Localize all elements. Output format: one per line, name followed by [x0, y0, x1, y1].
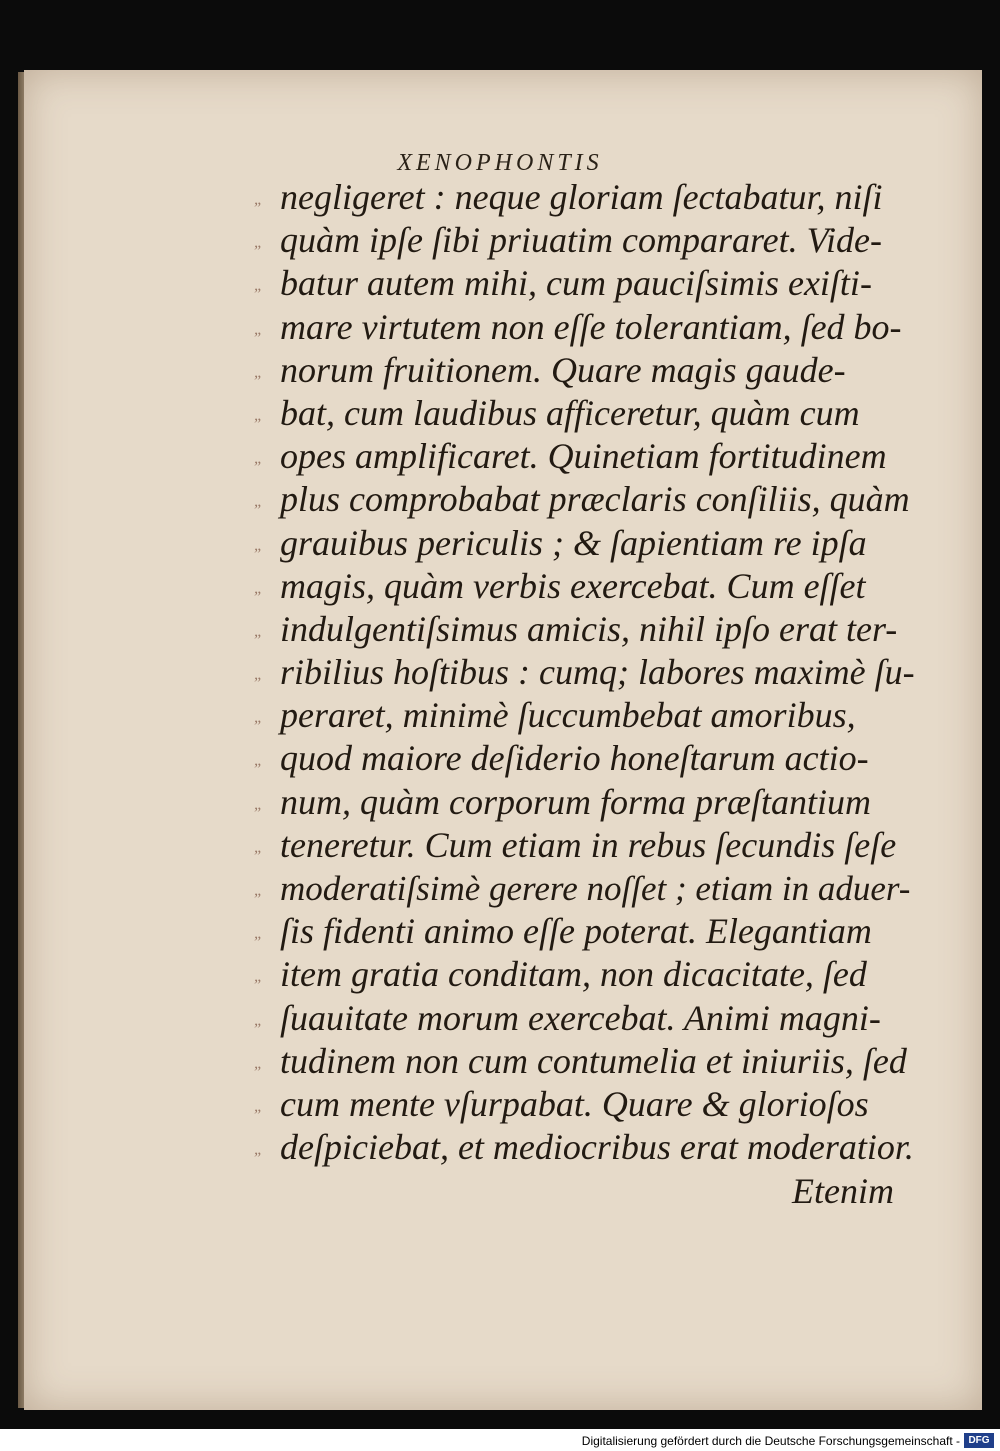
quote-mark: „ — [254, 709, 263, 727]
text-line: „ peraret, minimè ſuccumbebat amoribus, — [280, 694, 920, 737]
quote-mark: „ — [254, 1097, 263, 1115]
text-line: „ ſuauitate morum exercebat. Animi magni- — [280, 997, 920, 1040]
text-line: „ magis, quàm verbis exercebat. Cum eſſet — [280, 565, 920, 608]
text-line: „ negligeret : neque gloriam ſectabatur, niſi — [280, 176, 920, 219]
text-line: „ item gratia conditam, non dicacitate, ſed — [280, 953, 920, 996]
text-line: „ cum mente vſurpabat. Quare & glorioſos — [280, 1083, 920, 1126]
text-line: „ norum fruitionem. Quare magis gaude- — [280, 349, 920, 392]
quote-mark: „ — [254, 1141, 263, 1159]
text-line: „ teneretur. Cum etiam in rebus ſecundis ſeſe — [280, 824, 920, 867]
footer-credit: Digitalisierung gefördert durch die Deutsche Forschungsgemeinschaft - — [581, 1434, 960, 1448]
text-line: „ num, quàm corporum forma præſtantium — [280, 781, 920, 824]
quote-mark: „ — [254, 838, 263, 856]
text-line: „ opes amplificaret. Quinetiam fortitudinem — [280, 435, 920, 478]
text-line: „ ſis fidenti animo eſſe poterat. Elegantiam — [280, 910, 920, 953]
body-text — [254, 176, 920, 1169]
text-line: „ moderatiſsimè gerere noſſet ; etiam in aduer- — [280, 867, 920, 910]
quote-mark: „ — [254, 968, 263, 986]
quote-mark: „ — [254, 363, 263, 381]
text-line: „ batur autem mihi, cum pauciſsimis exiſti- — [280, 262, 920, 305]
text-line: „ quàm ipſe ſibi priuatim compararet. Vide- — [280, 219, 920, 262]
quote-mark: „ — [254, 450, 263, 468]
quote-mark: „ — [254, 795, 263, 813]
quote-mark: „ — [254, 1011, 263, 1029]
text-line: „ grauibus periculis ; & ſapientiam re ipſa — [280, 522, 920, 565]
quote-mark: „ — [254, 536, 263, 554]
quote-mark: „ — [254, 752, 263, 770]
quote-mark: „ — [254, 622, 263, 640]
quote-mark: „ — [254, 882, 263, 899]
footer-bar — [0, 1429, 1000, 1451]
text-line: „ mare virtutem non eſſe tolerantiam, ſed bo- — [280, 306, 920, 349]
text-line: „ quod maiore deſiderio honeſtarum actio- — [280, 737, 920, 780]
quote-mark: „ — [254, 191, 263, 208]
running-head: XENOPHONTIS — [397, 150, 603, 176]
quote-mark: „ — [254, 406, 263, 424]
quote-mark: „ — [254, 234, 263, 252]
text-line: „ indulgentiſsimus amicis, nihil ipſo erat ter- — [280, 608, 920, 651]
text-line: „ ribilius hoſtibus : cumq; labores maximè ſu- — [280, 651, 920, 694]
catchword: Etenim — [792, 1171, 894, 1211]
quote-mark: „ — [254, 493, 263, 511]
text-line: „ tudinem non cum contumelia et iniuriis, ſed — [280, 1040, 920, 1083]
quote-mark: „ — [254, 579, 263, 597]
quote-mark: „ — [254, 666, 263, 684]
text-line: „ deſpiciebat, et mediocribus erat moderatior. — [280, 1126, 920, 1169]
text-line: „ bat, cum laudibus afficeretur, quàm cum — [280, 392, 920, 435]
quote-mark: „ — [254, 925, 263, 943]
quote-mark: „ — [254, 277, 263, 295]
text-line: „ plus comprobabat præclaris conſiliis, quàm — [280, 478, 920, 521]
quote-mark: „ — [254, 320, 263, 338]
quote-mark: „ — [254, 1054, 263, 1072]
dfg-logo-icon: DFG — [964, 1433, 994, 1448]
